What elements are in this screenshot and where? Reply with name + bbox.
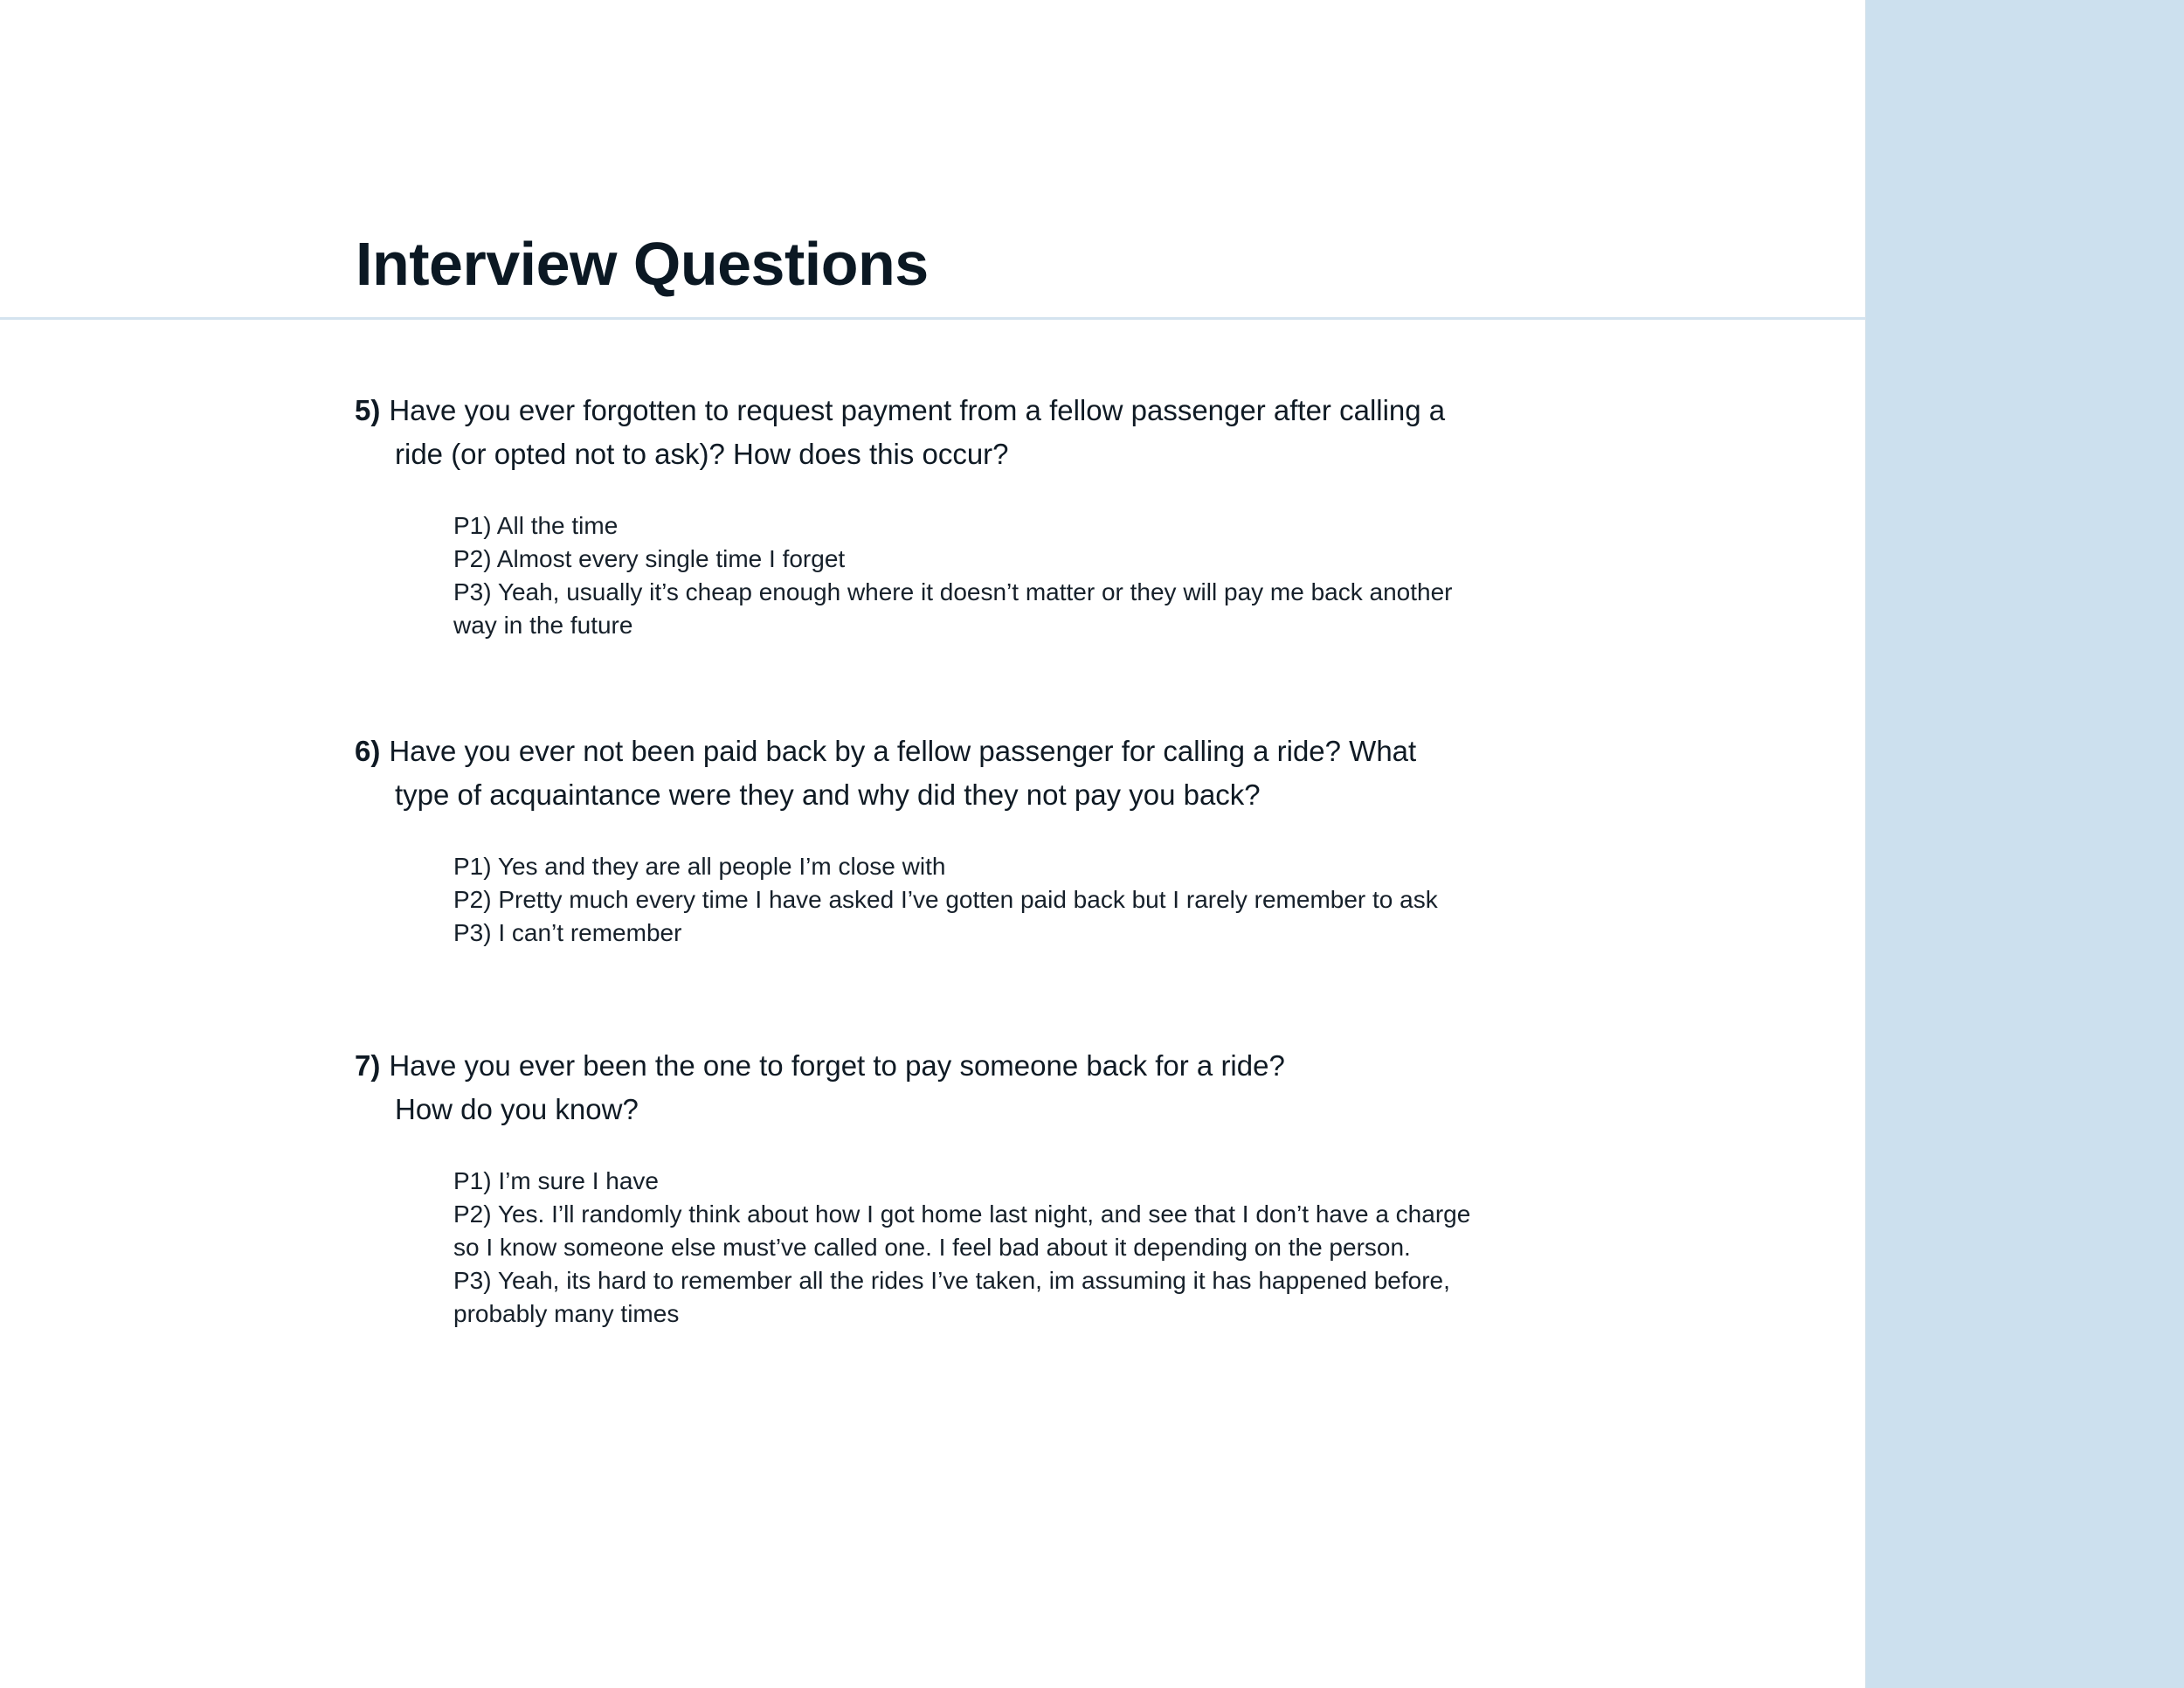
- question-number: 7): [355, 1049, 381, 1082]
- question-text: Have you ever been the one to forget to pay someone back for a ride?: [389, 1049, 1285, 1082]
- question-6-line-2: type of acquaintance were they and why did they not pay you back?: [395, 778, 1261, 811]
- answer-line: P1) All the time: [453, 512, 619, 539]
- question-6-line-1: [355, 734, 1416, 769]
- answer-line: P3) Yeah, its hard to remember all the rides I’ve taken, im assuming it has happened before,: [453, 1267, 1450, 1294]
- answer-line: so I know someone else must’ve called one. I feel bad about it depending on the person.: [453, 1234, 1411, 1261]
- question-text: Have you ever not been paid back by a fellow passenger for calling a ride? What: [389, 735, 1417, 767]
- question-number: 6): [355, 735, 381, 767]
- answer-line: P1) I’m sure I have: [453, 1167, 659, 1194]
- question-7-line-1: [355, 1048, 1285, 1083]
- question-text: Have you ever forgotten to request payment from a fellow passenger after calling a: [389, 394, 1446, 426]
- question-5-line-2: ride (or opted not to ask)? How does this occur?: [395, 438, 1009, 470]
- answer-line: P3) I can’t remember: [453, 919, 682, 946]
- question-number: 5): [355, 394, 381, 426]
- answer-line: P2) Yes. I’ll randomly think about how I got home last night, and see that I don’t have a charge: [453, 1200, 1471, 1228]
- answer-line: P3) Yeah, usually it’s cheap enough where it doesn’t matter or they will pay me back another: [453, 578, 1453, 605]
- answer-line: P2) Almost every single time I forget: [453, 545, 846, 572]
- answer-line: P2) Pretty much every time I have asked I’ve gotten paid back but I rarely remember to ask: [453, 886, 1438, 913]
- page-title: Interview Questions: [356, 230, 929, 298]
- answer-line: way in the future: [453, 612, 633, 639]
- question-7-line-2: How do you know?: [395, 1093, 639, 1125]
- side-panel: [1865, 0, 2184, 1688]
- answer-line: P1) Yes and they are all people I’m close with: [453, 853, 946, 880]
- answer-line: probably many times: [453, 1300, 680, 1327]
- question-5-line-1: [355, 393, 1445, 428]
- title-divider: [0, 317, 1865, 320]
